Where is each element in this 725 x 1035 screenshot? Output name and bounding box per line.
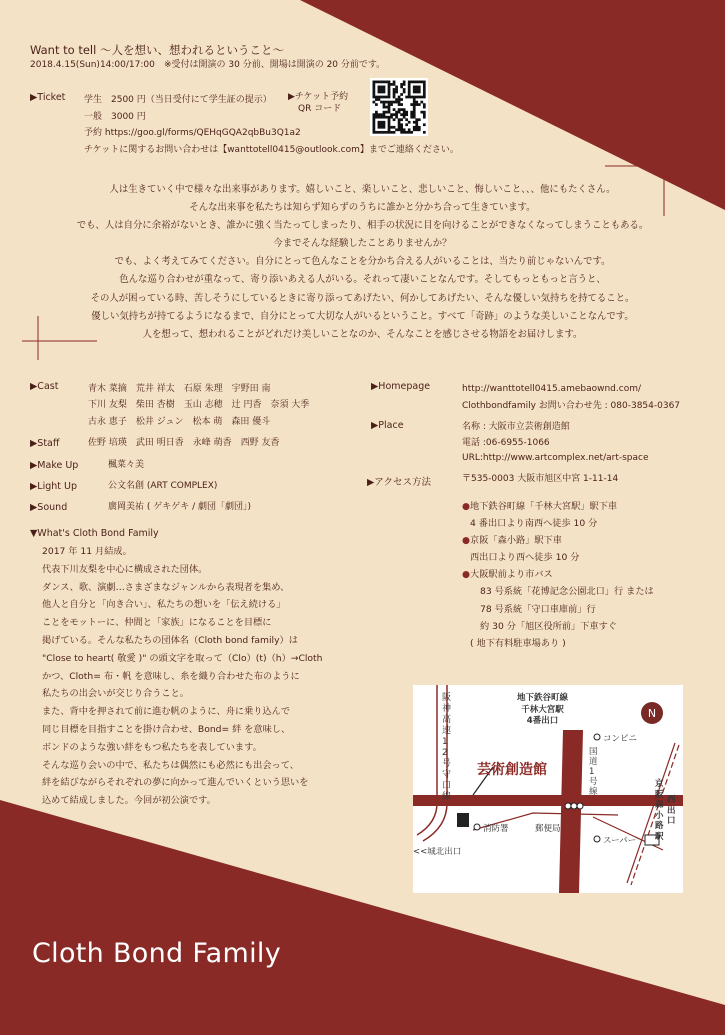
access-route-title — [462, 532, 654, 549]
access-address: 〒535-0003 大阪市旭区中宮 1-11-14 — [462, 474, 619, 484]
access-route-detail: 78 号系統「守口車庫前」行 — [480, 603, 596, 615]
intro-line: でも、人は自分に余裕がないとき、誰かに強く当たってしまったり、相手の状況に目を向けることができなくなってしまうこともある。 — [76, 220, 649, 232]
about-line: そんな巡り会いの中で、私たちは偶然にも必然にも出会って、 — [42, 759, 299, 771]
map-subway-label — [517, 693, 568, 728]
about-line: ダンス、歌、演劇…さまざまなジャンルから表現者を集め、 — [42, 581, 290, 593]
intro-line: 優しい気持ちが持てるようになるまで、自分にとって大切な人がいるということ。すべて「奇跡」のような美しいことなんです。 — [91, 310, 634, 322]
about-line: 代表下川友梨を中心に構成された団体。 — [42, 563, 208, 575]
qr-label — [288, 91, 348, 115]
map-station-name: 千林大宮駅 — [521, 704, 564, 715]
place-name: 名称 : 大阪市立芸術創造館 — [462, 422, 570, 432]
map-route1-road — [559, 730, 583, 893]
access-route-name: 大阪駅前より市バス — [470, 569, 553, 581]
intro-line: そんな出来事を私たちは知らず知らずのうちに誰かと分かち合って生きています。 — [189, 202, 536, 214]
cast-label: ▶Cast — [30, 381, 59, 392]
about-line: また、背中を押されて前に進む帆のように、舟に乗り込んで — [42, 706, 291, 718]
homepage-label: ▶Homepage — [371, 381, 431, 392]
cast-line: 古永 恵子 松井 ジュン 松本 萌 森田 優斗 — [88, 416, 271, 427]
cast-list — [88, 381, 309, 430]
event-note: ※受付は開演の 30 分前、開場は開演の 20 分前です。 — [164, 60, 386, 70]
homepage-info — [462, 381, 680, 414]
bullet-icon: ● — [462, 569, 471, 581]
sound-name: 廣岡美祐 ( ゲキゲキ / 劇団「劇団」) — [108, 502, 251, 512]
map-route1-label: 国道1号線 — [589, 747, 598, 797]
about-line: 同じ目標を目指すことを掛け合わせ、Bond= 絆 を意味し、 — [42, 723, 291, 735]
place-label: ▶Place — [371, 420, 404, 431]
makeup-label: ▶Make Up — [30, 460, 79, 471]
about-line: 2017 年 11 月結成。 — [42, 546, 132, 557]
map-convenience-label: コンビニ — [603, 734, 638, 744]
map-post-office-label: 郵便局 — [535, 824, 561, 834]
ticket-reserve-link[interactable]: 予約 https://goo.gl/forms/QEHqGQA2qbBu3Q1a2 — [84, 128, 301, 138]
map-venue-label: 芸術創造館 — [477, 762, 547, 778]
access-label: ▶アクセス方法 — [367, 477, 432, 488]
qr-code-icon[interactable] — [370, 78, 428, 136]
intro-line: 人は生きていく中で様々な出来事があります。嬉しいこと、楽しいこと、悲しいこと、悔しいこと、、、他にもたくさん。 — [109, 184, 616, 195]
place-tel: 電話 :06-6955-1066 — [462, 437, 550, 448]
about-line: 他人と自分と「向き合い」、私たちの想いを「伝え続ける」 — [42, 599, 286, 611]
about-line: 絆を結びながらそれぞれの夢に向かって進んでいくという思いを — [42, 777, 309, 789]
ticket-student: 学生 2500 円（当日受付にて学生証の提示） — [84, 95, 272, 105]
north-label: N — [647, 707, 657, 720]
access-map — [413, 685, 683, 893]
access-route-detail: 4 番出口より南西へ徒歩 10 分 — [470, 518, 598, 530]
intro-line: 色んな巡り合わせが重なって、寄り添いあえる人がいる。それって凄いことなんです。そしてもっともっと言うと、 — [119, 274, 606, 286]
intro-paragraph — [0, 181, 725, 344]
qr-label-line2: QR コード — [298, 104, 342, 114]
access-route-name: 京阪「森小路」駅下車 — [470, 535, 562, 547]
map-highway-label: 阪神高速12号守口線 — [442, 693, 452, 802]
about-line: ことをモットーに、仲間と「家族」になることを目標に — [42, 617, 272, 629]
about-line: "Close to heart( 敬愛 )" の頭文字を取って（Clo）(t)（h）→Cloth — [42, 652, 323, 664]
event-date: 2018.4.15(Sun)14:00/17:00 — [30, 60, 155, 70]
staff-label: ▶Staff — [30, 438, 60, 449]
access-route-detail: ( 地下有料駐車場あり ) — [470, 637, 566, 649]
access-routes — [462, 498, 654, 652]
map-keihan-label: 京阪森小路駅 — [655, 779, 664, 842]
homepage-link[interactable]: http://wanttotell0415.amebaownd.com/ — [462, 384, 641, 394]
map-exit-direction-label: <<城北出口 — [413, 847, 462, 857]
event-title: Want to tell 〜人を想い、想われるということ〜 — [30, 43, 284, 57]
map-supermarket-label: スーパー — [603, 836, 637, 846]
cast-line: 青木 菜摘 荒井 祥太 石原 朱理 宇野田 南 — [88, 384, 271, 394]
qr-label-line1: ▶チケット予約 — [288, 92, 349, 102]
ticket-label: ▶Ticket — [30, 92, 66, 103]
about-body — [42, 543, 322, 810]
staff-list: 佐野 培瑛 武田 明日香 永峰 萌香 西野 友香 — [88, 438, 280, 448]
place-info — [462, 420, 649, 467]
access-route-detail: 約 30 分「旭区役所前」下車すぐ — [480, 620, 617, 632]
bullet-icon: ● — [462, 535, 471, 547]
access-route-detail: 西出口より西へ徒歩 10 分 — [470, 552, 580, 564]
cast-line: 下川 友梨 柴田 杏樹 玉山 志穂 辻 円香 奈須 大季 — [88, 400, 310, 411]
ticket-contact: チケットに関するお問い合わせは【wanttotell0415@outlook.com】までご連絡ください。 — [84, 144, 459, 155]
about-heading: ▼What's Cloth Bond Family — [30, 528, 159, 539]
access-route-title — [462, 498, 654, 515]
intro-line: 今までそんな経験したことありませんか？ — [273, 238, 452, 250]
sound-label: ▶Sound — [30, 502, 68, 513]
footer-title: Cloth Bond Family — [32, 938, 282, 969]
about-line: 私たちの出会いが交じり合うこと。 — [42, 688, 189, 700]
map-exit-name: 4番出口 — [526, 716, 559, 726]
map-fire-station-label: 消防署 — [483, 824, 509, 834]
place-link[interactable]: URL:http://www.artcomplex.net/art-space — [462, 453, 649, 463]
intro-line: その人が困っている時、苦しそうにしているときに寄り添ってあげたい、何かしてあげたい、そんな優しい気持ちを持てること。 — [90, 292, 635, 304]
access-route-name: 地下鉄谷町線「千林大宮駅」駅下車 — [470, 501, 618, 512]
about-line: 込めて結成しました。今回が初公演です。 — [42, 795, 216, 807]
bullet-icon: ● — [462, 501, 471, 512]
access-route-detail: 83 号系統「花博記念公園北口」行 または — [480, 586, 654, 598]
light-name: 公文名創 (ART COMPLEX) — [108, 481, 218, 491]
light-label: ▶Light Up — [30, 481, 78, 492]
about-line: ボンドのような強い絆をもつ私たちを表しています。 — [42, 741, 262, 753]
intro-line: 人を想って、想われることがどれだけ美しいことなのか、そんなことを感じさせる物語をお届けします。 — [142, 328, 583, 340]
intro-line: でも、よく考えてみてください。自分にとって色んなことを分かち合える人がいることは、当たり前じゃないんです。 — [114, 256, 611, 268]
about-line: かつ、Cloth= 布・帆 を意味し、糸を織り合わせた布のように — [42, 670, 300, 682]
map-main-road — [413, 795, 683, 806]
ticket-general: 一般 3000 円 — [84, 111, 146, 122]
access-route-title — [462, 566, 654, 583]
map-subway-line: 地下鉄谷町線 — [517, 693, 569, 703]
map-west-exit-label: 西出口 — [667, 795, 676, 826]
homepage-contact: Clothbondfamily お問い合わせ先 : 080-3854-0367 — [462, 400, 681, 411]
about-line: 掲げている。そんな私たちの団体名（Cloth bond family）は — [42, 634, 298, 646]
makeup-name: 楓菜々美 — [108, 460, 145, 470]
